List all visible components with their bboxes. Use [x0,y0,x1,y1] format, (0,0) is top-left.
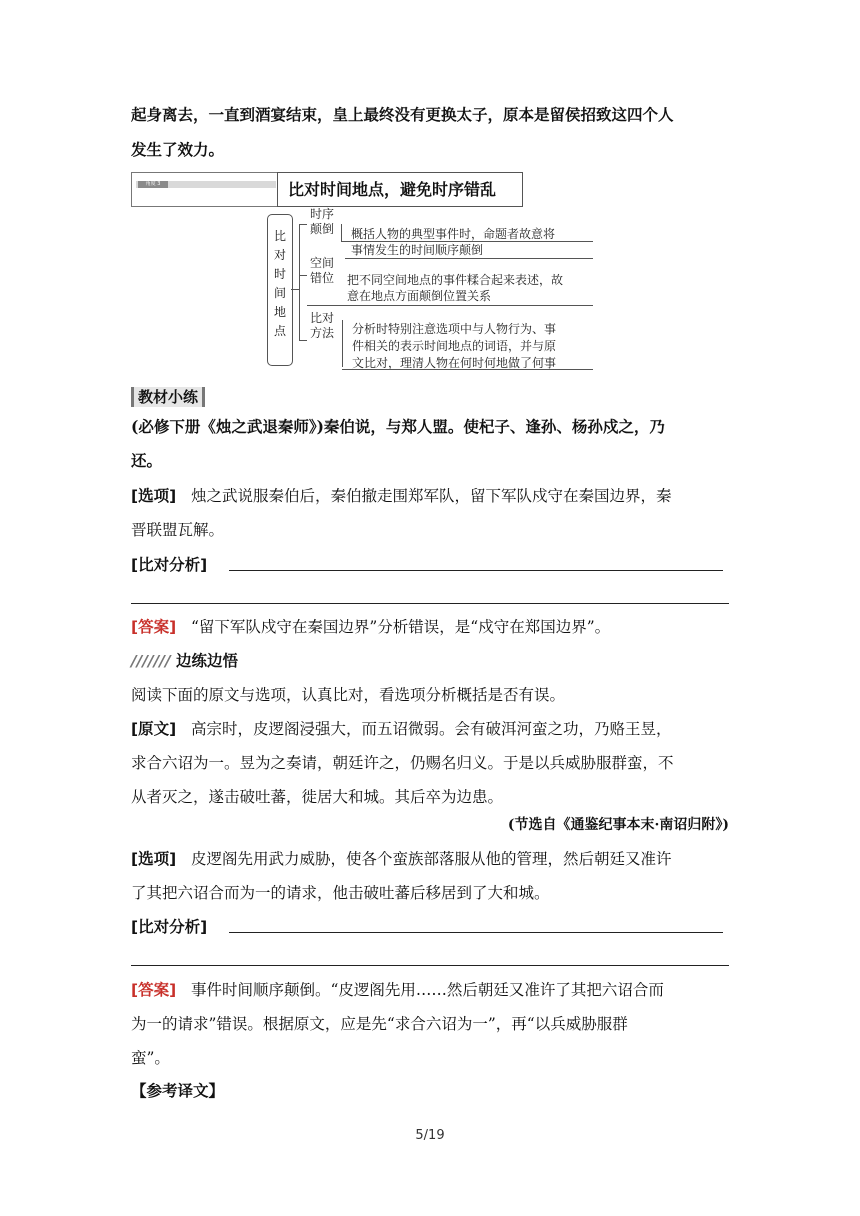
branch-3-label: 比对 方法 [309,311,334,340]
jiaocai-answer-line-2 [131,603,729,604]
diagram-root: 比对时间地点 [273,229,286,338]
bianlian-yuanwen-line-3: 从者灭之，遂击破吐蕃，徙居大和城。其后卒为边患。 [131,788,504,806]
page-number: 5/19 [415,1128,445,1143]
angle-tag [131,172,278,207]
bianlian-answer-label: [答案] [131,981,177,999]
branch-2-desc: 把不同空间地点的事件糅合起来表述，故 意在地点方面颠倒位置关系 [347,273,564,303]
bianlian-heading: 边练边悟 [176,652,239,670]
jiaocai-option-line-2: 晋联盟瓦解。 [131,521,225,539]
jiaocai-source: (必修下册《烛之武退秦师》) [131,417,324,436]
bianlian-answer-line-2 [131,965,729,966]
jiaocai-option-line-1: [选项] 烛之武说服秦伯后，秦伯撤走围郑军队，留下军队戍守在秦国边界，秦 [131,487,672,505]
angle-tag-label: 角度 3 [138,181,168,188]
jiaocai-analysis-label: [比对分析] [131,556,208,574]
branch-2-label: 空间 错位 [309,256,334,285]
bianlian-heading-line [131,651,238,671]
bianlian-yuanwen-label: [原文] [131,720,177,738]
intro-line-2: 发生了效力。 [131,140,225,159]
branch-1-label: 时序 颠倒 [309,207,334,236]
branch-3-desc: 分析时特别注意选项中与人物行为、事 件相关的表示时间地点的词语，并与原 文比对，理清人物在何时何地做了何事 [352,322,557,370]
jiaocai-answer-label: [答案] [131,618,177,636]
jiaocai-heading: 教材小练 [131,387,205,407]
branch-1-desc: 概括人物的典型事件时，命题者故意将 事情发生的时间顺序颠倒 [351,227,556,257]
jiaocai-answer-line: [答案] “留下军队戍守在秦国边界”分析错误，是“戍守在郑国边界”。 [131,618,611,636]
bianlian-answer-line-1-text: [答案] 事件时间顺序颠倒。“皮逻阁先用……然后朝廷又准许了其把六诏合而 [131,981,664,999]
jiaocai-quote-line-2: 还。 [131,451,163,470]
diagram-title-box [277,172,523,207]
bianlian-instruction: 阅读下面的原文与选项，认真比对，看选项分析概括是否有误。 [131,686,566,704]
jiaocai-answer-line-1 [229,570,723,571]
reference-heading: 【参考译文】 [131,1082,225,1100]
jiaocai-quote-line-1: (必修下册《烛之武退秦师》)秦伯说，与郑人盟。使杞子、逢孙、杨孙戍之，乃 [131,417,665,436]
diagram-root-box [267,214,293,366]
intro-line-1: 起身离去，一直到酒宴结束，皇上最终没有更换太子，原本是留侯招致这四个人 [131,105,674,124]
bianlian-yuanwen-line-1: [原文] 高宗时，皮逻阁浸强大，而五诏微弱。会有破洱河蛮之功，乃赂王昱， [131,720,672,738]
bianlian-option-line-1: [选项] 皮逻阁先用武力威胁，使各个蛮族部落服从他的管理，然后朝廷又准许 [131,850,672,868]
bianlian-option-label: [选项] [131,850,177,868]
bianlian-answer-line-1 [229,932,723,933]
jiaocai-option-label: [选项] [131,487,177,505]
bianlian-analysis-label: [比对分析] [131,918,208,936]
bianlian-slashes: /////// [131,652,171,670]
bianlian-yuanwen-line-2: 求合六诏为一。昱为之奏请，朝廷许之，仍赐名归义。于是以兵威胁服群蛮，不 [131,754,674,772]
bianlian-source: (节选自《通鉴纪事本末·南诏归附》) [507,817,729,833]
diagram-title: 比对时间地点，避免时序错乱 [288,180,497,199]
bianlian-answer-line-3-text: 蛮”。 [131,1049,170,1067]
bianlian-answer-line-2-text: 为一的请求”错误。根据原文，应是先“求合六诏为一”，再“以兵威胁服群 [131,1015,628,1033]
bianlian-option-line-2: 了其把六诏合而为一的请求，他击破吐蕃后移居到了大和城。 [131,884,550,902]
